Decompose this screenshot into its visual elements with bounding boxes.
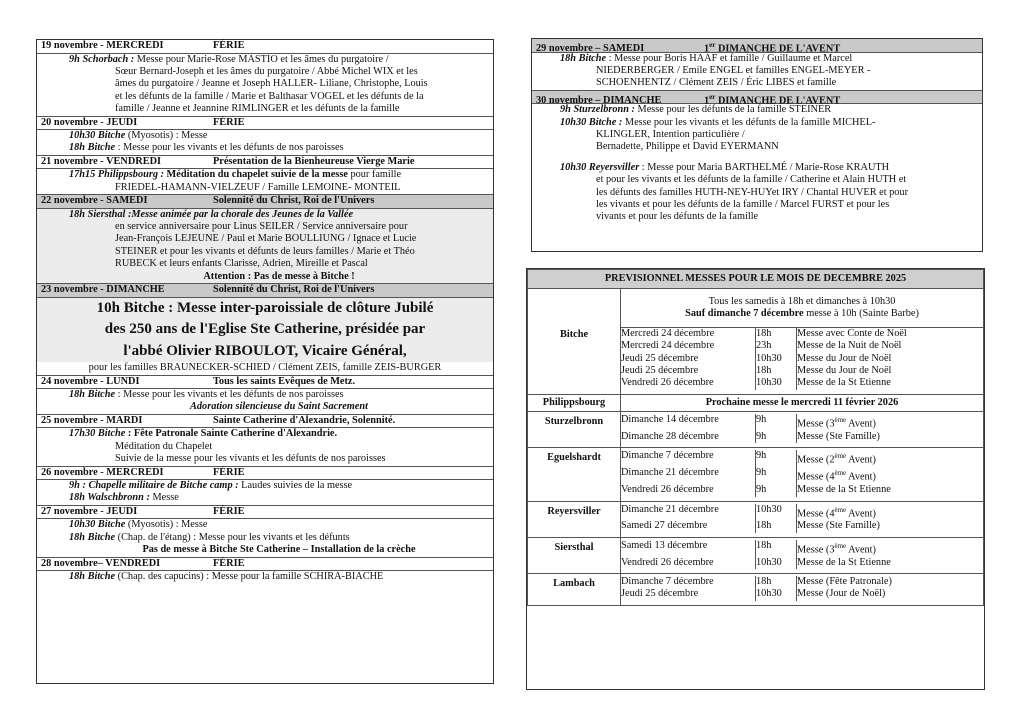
intention-text: Bernadette, Philippe et David EYERMANN bbox=[596, 141, 779, 153]
intention-text: et les défunts de la famille / Marie et Balthasar VOGEL et les défunts de la bbox=[115, 90, 424, 102]
schedule-line bbox=[69, 453, 489, 465]
philippsbourg-note: Prochaine messe le mercredi 11 février 2026 bbox=[705, 396, 899, 408]
day-section bbox=[532, 39, 982, 91]
mass-description: Messe du Jour de Noël bbox=[797, 365, 892, 377]
schedule-line bbox=[69, 532, 489, 544]
jubilee-announcement: l'abbé Olivier RIBOULOT, Vicaire Général, bbox=[123, 342, 407, 359]
parish-name: Reyersviller bbox=[528, 501, 621, 537]
schedule-line bbox=[69, 103, 489, 115]
day-date: 23 novembre - DIMANCHE bbox=[41, 284, 165, 296]
intention-text: Messe pour les vivants et les défunts de la famille MICHEL- bbox=[622, 116, 876, 128]
mass-entry bbox=[621, 540, 983, 557]
liturgy-name: Tous les saints Evêques de Metz. bbox=[213, 375, 356, 387]
mass-time: 10h30 bbox=[756, 377, 797, 389]
mass-description: Messe (Fête Patronale) bbox=[797, 576, 892, 588]
parish-name: Eguelshardt bbox=[528, 448, 621, 501]
mass-description: Messe du Jour de Noël bbox=[797, 352, 892, 364]
intention-text: Laudes suivies de la messe bbox=[238, 480, 353, 492]
schedule-line bbox=[69, 401, 489, 413]
intention-text: les défunts des familles HUTH-NEY-HUYet IRY / Chantal HUVER et pour bbox=[596, 186, 909, 198]
schedule-line bbox=[69, 233, 489, 245]
day-body bbox=[37, 130, 493, 155]
mass-time: 10h30 bbox=[756, 353, 797, 365]
bitche-regular: Tous les samedis à 18h et dimanches à 10h30 bbox=[708, 296, 896, 307]
mass-entry bbox=[621, 365, 983, 377]
parish-name: Lambach bbox=[528, 574, 621, 606]
mass-date: Dimanche 28 décembre bbox=[621, 431, 756, 443]
schedule-line bbox=[69, 182, 489, 194]
parish-row bbox=[528, 394, 984, 411]
day-section bbox=[37, 376, 493, 415]
intention-text: Messe pour Marie-Rose MASTIO et les âmes du purgatoire / bbox=[134, 53, 389, 65]
parish-name: Bitche bbox=[528, 289, 621, 395]
mass-list bbox=[621, 328, 983, 390]
location-time: 9h : Chapelle militaire de Bitche camp : bbox=[69, 480, 239, 492]
mass-entry bbox=[621, 377, 983, 389]
intention-text: pour les familles BRAUNECKER-SCHIED / Clément ZEIS, famille ZEIS-BURGER bbox=[37, 362, 493, 374]
intention-text: famille / Jeanne et Jeannine RIMLINGER et les défunts de la famille bbox=[115, 103, 400, 115]
schedule-line bbox=[69, 130, 489, 142]
location-time: 18h Bitche bbox=[69, 389, 116, 400]
mass-date: Dimanche 21 décembre bbox=[621, 504, 756, 521]
mass-date: Dimanche 14 décembre bbox=[621, 414, 756, 431]
intention-text: NIEDERBERGER / Emile ENGEL et familles ENGEL-MEYER - bbox=[596, 64, 871, 76]
day-header bbox=[37, 376, 493, 390]
location-time: 18h Siersthal : bbox=[69, 208, 132, 220]
schedule-line bbox=[69, 54, 489, 66]
location-time: 17h15 Philippsbourg : bbox=[69, 169, 164, 181]
day-date: 21 novembre - VENDREDI bbox=[41, 155, 162, 167]
schedule-line bbox=[560, 104, 978, 116]
superscript: er bbox=[709, 92, 716, 101]
schedule-line bbox=[69, 169, 489, 181]
day-header bbox=[37, 415, 493, 429]
day-section bbox=[37, 195, 493, 284]
mass-date: Samedi 27 décembre bbox=[621, 520, 756, 532]
schedule-line bbox=[560, 77, 978, 89]
intention-text: Messe pour les défunts de la famille STEINER bbox=[634, 104, 832, 116]
parish-row bbox=[528, 537, 984, 573]
liturgy-name: Présentation de la Bienheureuse Vierge Marie bbox=[213, 155, 415, 167]
mass-entry bbox=[621, 450, 983, 467]
day-date: 28 novembre– VENDREDI bbox=[41, 557, 161, 569]
liturgy-name: DIMANCHE DE L'AVENT bbox=[715, 43, 841, 55]
day-body bbox=[37, 519, 493, 556]
mass-date: Mercredi 24 décembre bbox=[621, 328, 756, 340]
day-header bbox=[37, 506, 493, 520]
day-header bbox=[37, 558, 493, 572]
liturgy-name: FÉRIE bbox=[213, 557, 245, 569]
december-title: PREVISIONNEL MESSES POUR LE MOIS DE DECEMBRE 2025 bbox=[528, 270, 984, 289]
location-time: 10h30 Bitche bbox=[69, 130, 126, 142]
mass-description: Messe (Ste Famille) bbox=[797, 431, 880, 443]
day-section bbox=[37, 415, 493, 467]
day-header bbox=[37, 284, 493, 298]
day-section bbox=[532, 91, 982, 224]
parish-row bbox=[528, 501, 984, 537]
mass-entry bbox=[621, 414, 983, 431]
mass-description: Messe (Jour de Noël) bbox=[797, 588, 886, 600]
mass-entry bbox=[621, 340, 983, 352]
mass-list bbox=[621, 414, 983, 443]
mass-date: Dimanche 7 décembre bbox=[621, 450, 756, 467]
day-header bbox=[37, 156, 493, 170]
parish-name: Philippsbourg bbox=[528, 394, 621, 411]
location-time: 18h Bitche bbox=[69, 142, 116, 154]
mass-entry bbox=[621, 353, 983, 365]
intention-text: en service anniversaire pour Linus SEILER / Service anniversaire pour bbox=[115, 221, 408, 233]
day-body bbox=[37, 54, 493, 116]
schedule-line bbox=[560, 129, 978, 141]
mass-list bbox=[621, 540, 983, 569]
day-section bbox=[37, 284, 493, 375]
intention-text: pour famille bbox=[347, 169, 402, 181]
schedule-line bbox=[69, 571, 489, 583]
december-table bbox=[527, 269, 984, 606]
mass-time: 18h bbox=[756, 365, 797, 377]
mass-description: Messe (3ème Avent) bbox=[797, 541, 876, 556]
schedule-line bbox=[69, 246, 489, 258]
location-time: 18h Bitche bbox=[69, 571, 116, 583]
day-body bbox=[37, 428, 493, 465]
note-text: Adoration silencieuse du Saint Sacrement bbox=[190, 401, 368, 413]
schedule-line bbox=[69, 142, 489, 154]
schedule-line bbox=[69, 428, 489, 440]
mass-entry bbox=[621, 520, 983, 532]
day-date: 29 novembre – SAMEDI bbox=[536, 43, 645, 55]
intention-text: Suivie de la messe pour les vivants et les défunts de nos paroisses bbox=[115, 453, 386, 465]
intention-text: les vivants et pour les défunts de la famille / Marcel FURST et pour les bbox=[596, 199, 890, 211]
day-body bbox=[532, 104, 982, 224]
schedule-line bbox=[69, 271, 489, 283]
location-time: 18h Bitche bbox=[560, 52, 607, 64]
location-time: 18h Walschbronn : bbox=[69, 492, 150, 504]
intention-text: : Messe pour Maria BARTHELMÉ / Marie-Rose KRAUTH bbox=[639, 161, 890, 173]
mass-time: 18h bbox=[756, 328, 797, 340]
highlight-text: Méditation du chapelet suivie de la messe bbox=[163, 169, 348, 181]
mass-date: Mercredi 24 décembre bbox=[621, 340, 756, 352]
schedule-line bbox=[560, 141, 978, 153]
mass-time: 18h bbox=[756, 576, 797, 588]
day-section bbox=[37, 156, 493, 195]
intention-text: âmes du purgatoire / Jeanne et Joseph HALLER- Liliane, Christophe, Louis bbox=[115, 78, 428, 90]
intention-text: Méditation du Chapelet bbox=[115, 440, 213, 452]
mass-date: Jeudi 25 décembre bbox=[621, 353, 756, 365]
intention-text: : Messe pour Boris HAAF et famille / Guillaume et Marcel bbox=[606, 52, 853, 64]
intention-text: STEINER et pour les vivants et défunts de leurs familles / Marie et Théo bbox=[115, 245, 415, 257]
bitche-exception: Sauf dimanche 7 décembre bbox=[685, 308, 804, 320]
day-body bbox=[37, 209, 493, 283]
intention-text: KLINGLER, Intention particulière / bbox=[596, 129, 745, 141]
intention-text: : Messe pour les vivants et les défunts de nos paroisses bbox=[115, 389, 344, 400]
parish-name: Siersthal bbox=[528, 537, 621, 573]
mass-date: Dimanche 7 décembre bbox=[621, 576, 756, 588]
schedule-line bbox=[69, 519, 489, 531]
mass-date: Vendredi 26 décembre bbox=[621, 484, 756, 496]
schedule-line bbox=[560, 174, 978, 186]
liturgy-name: FÉRIE bbox=[213, 505, 245, 517]
schedule-line bbox=[69, 389, 489, 401]
day-body bbox=[37, 169, 493, 194]
schedule-line bbox=[69, 221, 489, 233]
schedule-line bbox=[560, 211, 978, 223]
location-time: 10h30 Bitche : bbox=[560, 116, 623, 128]
day-date: 30 novembre – DIMANCHE bbox=[536, 95, 662, 107]
day-date: 24 novembre - LUNDI bbox=[41, 375, 140, 387]
day-body bbox=[37, 571, 493, 583]
day-body bbox=[37, 480, 493, 505]
intention-text: FRIEDEL-HAMANN-VIELZEUF / Famille LEMOINE- MONTEIL bbox=[115, 181, 401, 193]
mass-description: Messe (4ème Avent) bbox=[797, 505, 876, 519]
mass-description: Messe (Ste Famille) bbox=[797, 520, 880, 532]
liturgy-name: 1 bbox=[704, 95, 710, 107]
november-schedule-left bbox=[36, 39, 494, 684]
december-schedule bbox=[526, 268, 985, 690]
highlight-text: : Fête Patronale Sainte Catherine d'Alexandrie. bbox=[125, 428, 338, 440]
intention-text: Jean-François LEJEUNE / Paul et Marie BOULLIUNG / Ignace et Lucie bbox=[115, 233, 417, 245]
parish-row bbox=[528, 289, 984, 395]
intention-text: et pour les vivants et les défunts de la famille / Catherine et Alain HUTH et bbox=[596, 174, 907, 186]
schedule-line bbox=[560, 53, 978, 65]
mass-entry bbox=[621, 467, 983, 484]
schedule-line bbox=[69, 544, 489, 556]
schedule-line bbox=[69, 66, 489, 78]
mass-entry bbox=[621, 588, 983, 600]
mass-time: 9h bbox=[756, 450, 797, 467]
schedule-line bbox=[69, 209, 489, 221]
mass-entry bbox=[621, 328, 983, 340]
mass-entry bbox=[621, 504, 983, 521]
mass-description: Messe de la St Etienne bbox=[797, 556, 891, 568]
schedule-line bbox=[69, 91, 489, 103]
day-date: 20 novembre - JEUDI bbox=[41, 116, 138, 128]
intention-text: (Myosotis) : Messe bbox=[125, 130, 208, 142]
day-header bbox=[532, 39, 982, 53]
mass-time: 9h bbox=[756, 467, 797, 484]
schedule-line bbox=[560, 199, 978, 211]
day-body bbox=[37, 298, 493, 375]
day-section bbox=[37, 40, 493, 117]
day-header bbox=[37, 117, 493, 131]
day-section bbox=[37, 117, 493, 156]
schedule-line bbox=[69, 441, 489, 453]
day-body bbox=[37, 389, 493, 414]
day-date: 25 novembre - MARDI bbox=[41, 414, 143, 426]
mass-date: Samedi 13 décembre bbox=[621, 540, 756, 557]
mass-entry bbox=[621, 576, 983, 588]
mass-time: 18h bbox=[756, 520, 797, 532]
liturgy-name: Sainte Catherine d'Alexandrie, Solennité. bbox=[213, 414, 396, 426]
november-schedule-right bbox=[531, 38, 983, 252]
mass-description: Messe de la St Etienne bbox=[797, 377, 891, 389]
mass-description: Messe (3ème Avent) bbox=[797, 416, 876, 430]
day-section bbox=[37, 558, 493, 584]
mass-date: Dimanche 21 décembre bbox=[621, 467, 756, 484]
mass-description: Messe avec Conte de Noël bbox=[797, 327, 907, 339]
intention-text: (Myosotis) : Messe bbox=[125, 519, 208, 531]
intention-text: Sœur Bernard-Joseph et les âmes du purgatoire / Abbé Michel WIX et les bbox=[115, 65, 418, 77]
mass-time: 23h bbox=[756, 340, 797, 352]
mass-list bbox=[621, 450, 983, 496]
jubilee-announcement: 10h Bitche : Messe inter-paroissiale de clôture Jubilé bbox=[96, 299, 434, 316]
location-time: 18h Bitche bbox=[69, 531, 116, 543]
intention-text: (Chap. des capucins) : Messe pour la famille SCHIRA-BIACHE bbox=[115, 571, 384, 583]
note-text: Attention : Pas de messe à Bitche ! bbox=[203, 270, 355, 282]
mass-entry bbox=[621, 484, 983, 496]
mass-description: Messe de la Nuit de Noël bbox=[797, 340, 902, 352]
location-time: 9h Schorbach : bbox=[69, 53, 135, 65]
schedule-line bbox=[560, 65, 978, 77]
schedule-line bbox=[560, 187, 978, 199]
intention-text: RUBECK et leurs enfants Clarisse, Adrien, Mireille et Pascal bbox=[115, 258, 368, 270]
schedule-line bbox=[69, 258, 489, 270]
day-section bbox=[37, 467, 493, 506]
mass-list bbox=[621, 504, 983, 533]
parish-name: Sturzelbronn bbox=[528, 412, 621, 448]
superscript: er bbox=[709, 41, 716, 49]
location-time: 17h30 Bitche bbox=[69, 428, 126, 440]
liturgy-name: Solennité du Christ, Roi de l'Univers bbox=[213, 284, 375, 296]
mass-list bbox=[621, 576, 983, 601]
liturgy-name: DIMANCHE DE L'AVENT bbox=[715, 95, 841, 107]
location-time: 9h Sturzelbronn : bbox=[560, 104, 635, 116]
bitche-exception-detail: messe à 10h (Sainte Barbe) bbox=[803, 308, 919, 320]
mass-description: Messe (4ème Avent) bbox=[797, 469, 876, 483]
mass-description: Messe (2ème Avent) bbox=[797, 452, 876, 466]
intention-text: vivants et pour les défunts de la famille bbox=[596, 211, 759, 223]
mass-date: Jeudi 25 décembre bbox=[621, 365, 756, 377]
day-section bbox=[37, 506, 493, 558]
liturgy-name: FÉRIE bbox=[213, 466, 245, 478]
intention-text: Messe bbox=[149, 492, 179, 504]
schedule-line bbox=[69, 480, 489, 492]
mass-time: 10h30 bbox=[756, 588, 797, 600]
day-header bbox=[37, 195, 493, 209]
mass-time: 9h bbox=[756, 484, 797, 496]
mass-entry bbox=[621, 431, 983, 443]
day-body bbox=[532, 53, 982, 90]
parish-row bbox=[528, 412, 984, 448]
location-time: 10h30 Reyersviller bbox=[560, 161, 640, 173]
intention-text: (Chap. de l'étang) : Messe pour les vivants et les défunts bbox=[115, 531, 350, 543]
mass-time: 9h bbox=[756, 414, 797, 431]
mass-description: Messe de la St Etienne bbox=[797, 484, 891, 496]
mass-date: Vendredi 26 décembre bbox=[621, 377, 756, 389]
liturgy-name: 1 bbox=[704, 43, 710, 55]
mass-date: Vendredi 26 décembre bbox=[621, 557, 756, 569]
day-header bbox=[37, 40, 493, 54]
day-date: 22 novembre - SAMEDI bbox=[41, 195, 148, 207]
day-header bbox=[37, 467, 493, 481]
intention-text: SCHOENHENTZ / Clément ZEIS / Éric LIBES et famille bbox=[596, 77, 837, 89]
liturgy-name: Solennité du Christ, Roi de l'Univers bbox=[213, 195, 375, 207]
mass-time: 10h30 bbox=[756, 557, 797, 569]
highlight-text: Messe animée par la chorale des Jeunes de la Vallée bbox=[131, 208, 354, 220]
day-date: 19 novembre - MERCREDI bbox=[41, 40, 164, 51]
jubilee-announcement: des 250 ans de l'Eglise Ste Catherine, présidée par bbox=[104, 321, 426, 338]
parish-row bbox=[528, 574, 984, 606]
note-text: Pas de messe à Bitche Ste Catherine – Installation de la crèche bbox=[142, 544, 416, 556]
mass-time: 9h bbox=[756, 431, 797, 443]
mass-entry bbox=[621, 557, 983, 569]
schedule-line bbox=[560, 162, 978, 174]
schedule-line bbox=[69, 78, 489, 90]
liturgy-name: FÉRIE bbox=[213, 116, 245, 128]
liturgy-name: FÉRIE bbox=[213, 40, 245, 51]
mass-time: 10h30 bbox=[756, 504, 797, 521]
mass-date: Jeudi 25 décembre bbox=[621, 588, 756, 600]
day-date: 27 novembre - JEUDI bbox=[41, 505, 138, 517]
mass-time: 18h bbox=[756, 540, 797, 557]
location-time: 10h30 Bitche bbox=[69, 519, 126, 531]
schedule-line bbox=[69, 492, 489, 504]
intention-text: : Messe pour les vivants et les défunts de nos paroisses bbox=[115, 142, 344, 154]
day-header bbox=[532, 91, 982, 105]
schedule-line bbox=[560, 117, 978, 129]
day-date: 26 novembre - MERCREDI bbox=[41, 466, 164, 478]
bitche-intro bbox=[621, 289, 983, 328]
parish-row bbox=[528, 448, 984, 501]
